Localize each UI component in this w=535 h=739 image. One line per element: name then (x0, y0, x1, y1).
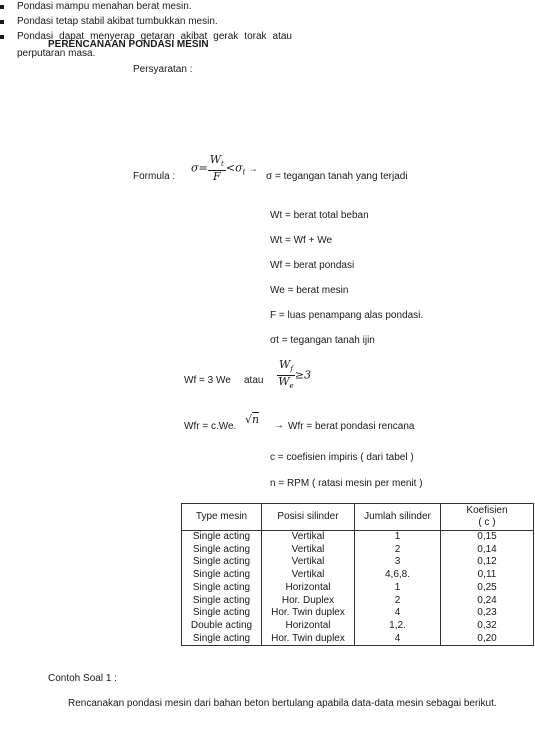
bullet-icon (0, 5, 4, 9)
requirement-text: Pondasi dapat menyerap getaran akibat gerak torak atau perputaran masa. (17, 31, 292, 59)
formula-expression (191, 154, 258, 183)
sqrt-radicand: n (252, 413, 260, 426)
table-cell: 0,23 (441, 607, 534, 620)
ratio-numerator-var: W (279, 358, 291, 371)
numerator-sub: t (221, 160, 224, 169)
requirement-text: Pondasi tetap stabil akibat tumbukkan mesin. (17, 15, 218, 27)
table-cell: 0,24 (441, 595, 534, 608)
numerator-var: W (209, 153, 222, 166)
equals-sign: = (198, 161, 208, 175)
table-row (182, 556, 534, 569)
sqrt-n (245, 413, 259, 426)
table-cell: Horizontal (262, 620, 355, 633)
table-cell: Vertikal (262, 544, 355, 557)
table-cell: Single acting (182, 556, 262, 569)
wf-equation: Wf = 3 We (184, 375, 231, 386)
table-cell: 3 (355, 556, 441, 569)
bullet-icon (0, 20, 4, 24)
table-cell: Hor. Twin duplex (262, 607, 355, 620)
sqrt-symbol: √ (245, 413, 253, 426)
table-cell: Single acting (182, 531, 262, 544)
sigma-t-sub: t (242, 168, 246, 177)
denominator: F (212, 170, 221, 184)
definition-wt-sum: Wt = Wf + We (270, 235, 333, 246)
table-row (182, 595, 534, 608)
table-cell: 0,11 (441, 569, 534, 582)
column-header: Posisi silinder (262, 504, 355, 531)
table-cell: 4 (355, 633, 441, 646)
list-item (0, 15, 292, 30)
column-header: Type mesin (182, 504, 262, 531)
ratio-numerator (277, 359, 295, 376)
ratio-denominator-sub: e (289, 382, 294, 391)
table-cell: Single acting (182, 544, 262, 557)
table-cell: Hor. Duplex (262, 595, 355, 608)
ratio-denominator-var: W (278, 375, 290, 389)
table-cell: Double acting (182, 620, 262, 633)
table-cell: Single acting (182, 633, 262, 646)
example-label: Contoh Soal 1 : (48, 673, 117, 684)
definition-wf: Wf = berat pondasi (270, 260, 355, 271)
requirements-list (0, 0, 292, 62)
table-cell: 1,2. (355, 620, 441, 633)
sigma-symbol: σ (191, 161, 199, 175)
numerator (208, 154, 226, 171)
table-cell: 1 (355, 582, 441, 595)
table-header-row (182, 504, 534, 531)
table-cell: Single acting (182, 582, 262, 595)
formula-label: Formula : (133, 171, 176, 182)
table-row (182, 582, 534, 595)
list-item (0, 0, 292, 15)
table-cell: 0,25 (441, 582, 534, 595)
table-cell: Vertikal (262, 556, 355, 569)
bullet-icon (0, 35, 4, 39)
table-cell: Hor. Twin duplex (262, 633, 355, 646)
column-header: Koefisien ( c ) (441, 504, 534, 531)
page-title: PERENCANAAN PONDASI MESIN (48, 39, 209, 50)
ratio-expression (277, 359, 311, 392)
sigma-t-symbol: σ (235, 161, 243, 175)
table-cell: Vertikal (262, 531, 355, 544)
table-row (182, 531, 534, 544)
wfr-definition: Wfr = berat pondasi rencana (288, 421, 415, 432)
definition-n: n = RPM ( ratasi mesin per menit ) (270, 478, 423, 489)
sigma-definition: σ = tegangan tanah yang terjadi (266, 171, 408, 182)
table-cell: 0,15 (441, 531, 534, 544)
table-cell: Single acting (182, 595, 262, 608)
table-cell: 1 (355, 531, 441, 544)
coefficient-table (181, 503, 534, 646)
definition-we: We = berat mesin (270, 285, 349, 296)
table-row (182, 620, 534, 633)
ratio-numerator-sub: f (290, 365, 293, 374)
table-cell: 0,20 (441, 633, 534, 646)
ratio-denominator (278, 376, 293, 392)
table-cell: Vertikal (262, 569, 355, 582)
arrow-icon: → (274, 420, 284, 431)
less-than-sign: < (225, 161, 236, 175)
table-row (182, 544, 534, 557)
example-text: Rencanakan pondasi mesin dari bahan beton bertulang apabila data-data mesin sebagai berikut. (68, 698, 497, 709)
table-row (182, 569, 534, 582)
definition-sigma-t: σt = tegangan tanah ijin (270, 335, 375, 346)
list-item (0, 29, 292, 62)
definition-wt: Wt = berat total beban (270, 210, 369, 221)
table-cell: 0,14 (441, 544, 534, 557)
table-cell: Single acting (182, 607, 262, 620)
table-cell: 4 (355, 607, 441, 620)
table-cell: Single acting (182, 569, 262, 582)
ratio-relation: ≥3 (294, 368, 312, 382)
wfr-equation: Wfr = c.We. (184, 421, 237, 432)
ratio-fraction (277, 359, 295, 392)
table-cell: 4,6,8. (355, 569, 441, 582)
table-cell: 0,32 (441, 620, 534, 633)
table-row (182, 607, 534, 620)
arrow-icon: → (248, 163, 258, 174)
fraction (208, 154, 226, 183)
table-row (182, 633, 534, 646)
column-header: Jumlah silinder (355, 504, 441, 531)
requirement-text: Pondasi mampu menahan berat mesin. (17, 1, 192, 12)
definition-f: F = luas penampang alas pondasi. (270, 310, 424, 321)
definition-c: c = coefisien impiris ( dari tabel ) (270, 452, 414, 463)
table-cell: Horizontal (262, 582, 355, 595)
table-cell: 2 (355, 544, 441, 557)
atau-label: atau (244, 375, 264, 386)
table-cell: 2 (355, 595, 441, 608)
requirements-label: Persyaratan : (133, 64, 193, 75)
table-cell: 0,12 (441, 556, 534, 569)
